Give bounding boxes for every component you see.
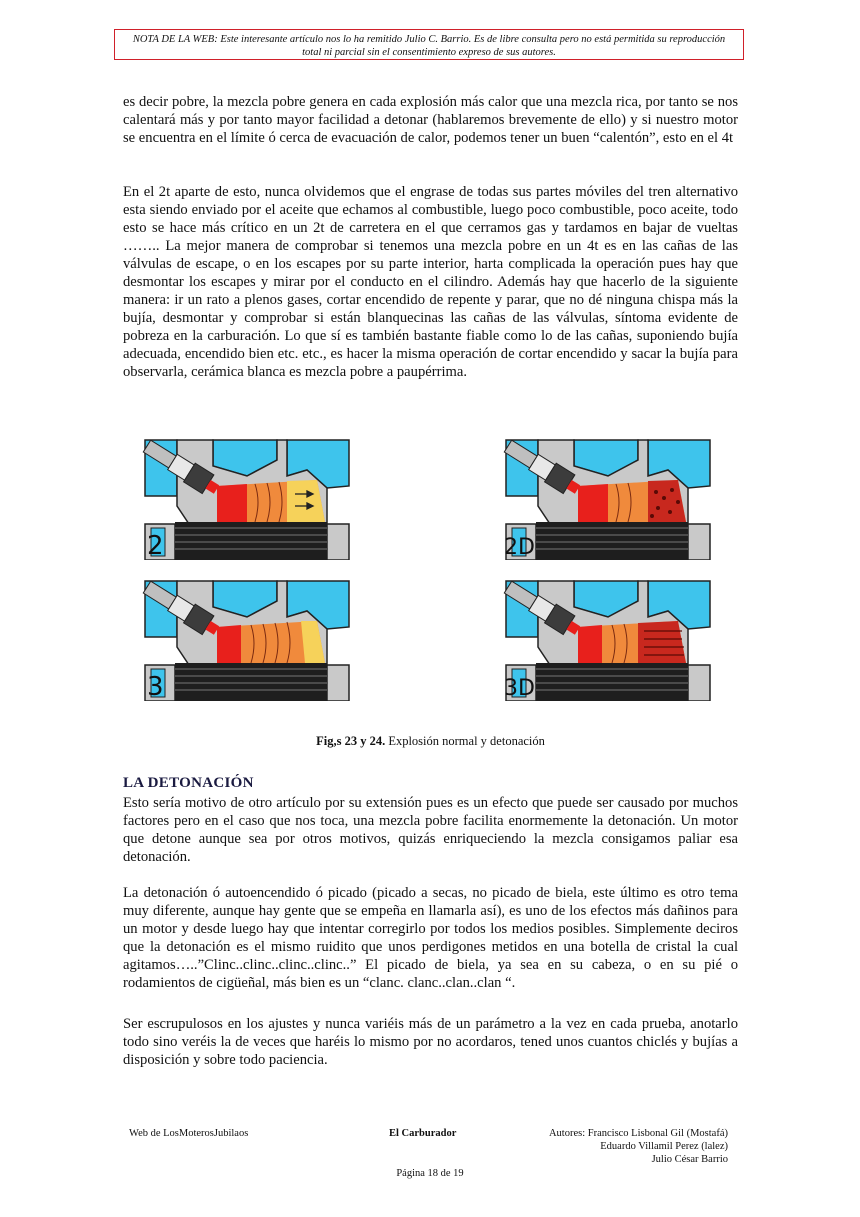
- web-notice-box: [114, 29, 744, 60]
- figure-caption: [123, 734, 738, 749]
- svg-text:3: 3: [147, 672, 164, 701]
- footer-author-line: Julio César Barrio: [651, 1154, 728, 1165]
- footer-authors: [549, 1127, 728, 1166]
- paragraph-2t-lubrication: En el 2t aparte de esto, nunca olvidemos que el engrase de todas sus partes móviles del tren alternativo esta siendo enviado por el aceite que echamos al combustible, luego poco combustible, poco aceite, todo esto se hace más crítico en un 2t de carretera en el que cerramos gas y tardamos en bajar de vueltas …….. La mejor manera de comprobar si tenemos una mezcla pobre en un 4t es en las cañas de las válvulas de escape, o en los escapes por su parte interior, harta complicada la operación pues hay que desmontar los escapes y mirar por el conducto en el cilindro. Además hay que hacerlo de la siguiente manera: ir un rato a plenos gases, cortar encendido de repente y parar, que no dé ninguna chispa más la bujía, desmontar y comprobar si están blanquecinas las cañas de las válvulas, síntoma evidente de pobreza en la carburación. Lo que sí es también bastante fiable como lo de las cañas, suponiendo bujía adecuada, encendido bien etc. etc., es hacer la misma operación de cortar encendido y sacar la bujía para observarla, cerámica blanca es mezcla pobre a paupérrima.: [123, 184, 738, 380]
- svg-text:2: 2: [147, 531, 164, 560]
- footer-author-line: Autores: Francisco Lisbonal Gil (Mostafá): [548, 1128, 728, 1139]
- paragraph-detonation-description: La detonación ó autoencendido ó picado (picado a secas, no picado de biela, este último es otro tema muy diferente, aunque hay gente que se empeña en llamarla así), es uno de los efectos más dañinos para un motor y desde luego hay que intentar corregirlo por todos los medios posibles. Simplemente deciros que la detonación es el mismo ruidito que unos perdigones metidos en una botella de cristal la cual agitamos…..”Clinc..clinc..clinc..clinc..” El picado de biela, ya sea en su cabeza, o en su pié o rodamientos de cigüeñal, más bien es un “clanc. clanc..clan..clan “.: [123, 885, 738, 991]
- paragraph-detonation-intro: Esto sería motivo de otro artículo por su extensión pues es un efecto que puede ser causado por muchos factores pero en el caso que nos toca, una mezcla pobre facilita enormemente la detonación. Un motor que detone aunque sea por otros motivos, quizás enriqueciendo la mezcla consigamos paliar esa detonación.: [123, 795, 738, 865]
- footer-document-title: El Carburador: [389, 1128, 457, 1139]
- paragraph-adjustment-advice: Ser escrupulosos en los ajustes y nunca variéis más de un parámetro a la vez en cada prueba, anotarlo todo sino veréis la de veces que haréis lo mismo por no acordaros, tened unos cuantos chiclés y bujías a disposición y sobre todo paciencia.: [123, 1016, 738, 1068]
- combustion-diagram: [137, 436, 352, 560]
- combustion-diagram: [498, 577, 713, 701]
- footer-author-line: Eduardo Villamil Perez (lalez): [600, 1141, 728, 1152]
- engine-figure-detonation-3d: [498, 577, 713, 701]
- figure-caption-label: Fig,s 23 y 24.: [316, 734, 386, 748]
- section-heading-detonation: LA DETONACIÓN: [123, 775, 254, 791]
- combustion-diagram: [137, 577, 352, 701]
- engine-figure-detonation-2d: [498, 436, 713, 560]
- svg-text:3D: 3D: [504, 676, 535, 701]
- combustion-diagram: [498, 436, 713, 560]
- paragraph-lean-mixture-heat: es decir pobre, la mezcla pobre genera en cada explosión más calor que una mezcla rica, por tanto se nos calentará más y por tanto mayor facilidad a detonar (hablaremos brevemente de ello) y si nuestro motor se encuentra en el límite ó cerca de evacuación de calor, podemos tener un buen “calentón”, esto en el 4t: [123, 94, 738, 146]
- footer-website: Web de LosMoterosJubilaos: [129, 1128, 249, 1139]
- page-number: Página 18 de 19: [396, 1168, 464, 1179]
- engine-figures: [137, 436, 717, 701]
- svg-text:2D: 2D: [504, 535, 535, 560]
- engine-figure-normal-3: [137, 577, 352, 701]
- web-notice-text: NOTA DE LA WEB: Este interesante artículo nos lo ha remitido Julio C. Barrio. Es de libre consulta pero no está permitida su reproducción total ni parcial sin el consentimiento expreso de sus autores.: [132, 34, 726, 58]
- figure-caption-text: Explosión normal y detonación: [385, 734, 545, 748]
- engine-figure-normal-2: [137, 436, 352, 560]
